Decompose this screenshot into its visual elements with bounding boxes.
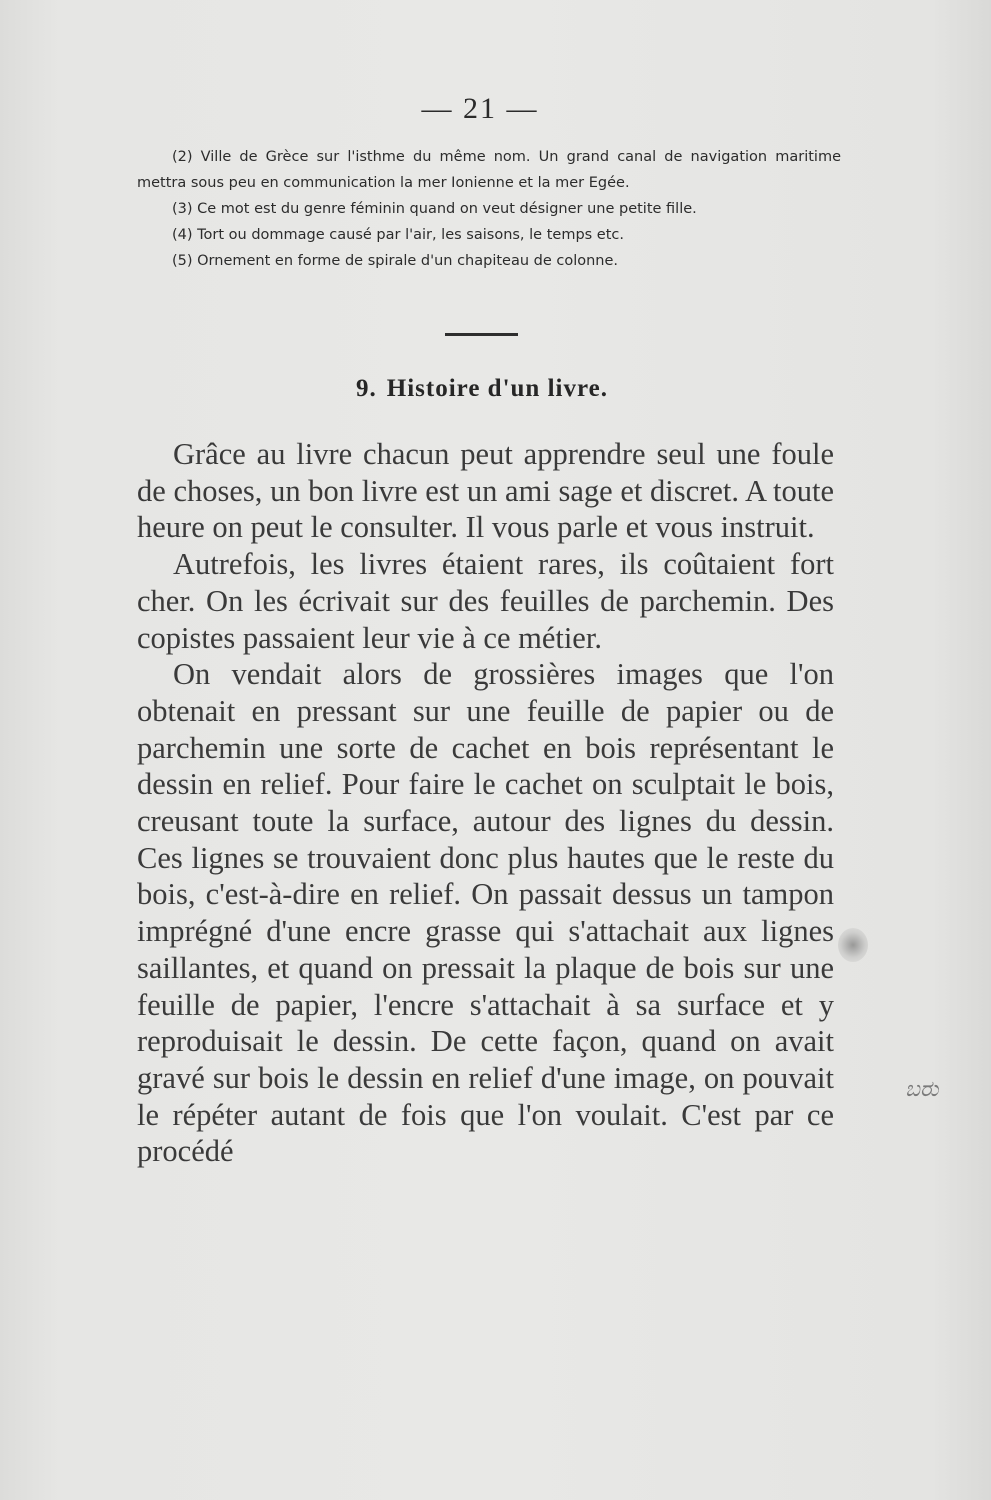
footnote: (5) Ornement en forme de spirale d'un chapiteau de colonne. <box>172 253 619 269</box>
section-heading <box>0 375 964 403</box>
section-divider <box>445 333 518 336</box>
footnote: (2) Ville de Grèce sur l'isthme du même nom. Un grand canal de navigation maritime mettra sous peu en communication la mer Ionienne et la mer Egée. <box>137 149 841 191</box>
body-text <box>137 436 834 1170</box>
section-title: Histoire d'un livre. <box>386 375 608 402</box>
page-number: — 21 — <box>421 92 539 125</box>
footnote: (4) Tort ou dommage causé par l'air, les saisons, le temps etc. <box>172 227 624 243</box>
section-number: 9. <box>356 375 377 402</box>
paragraph: Autrefois, les livres étaient rares, ils coûtaient fort cher. On les écrivait sur des feuilles de parchemin. Des copistes passaient leur vie à ce métier. <box>137 547 834 655</box>
footnotes <box>137 144 841 274</box>
paragraph: Grâce au livre chacun peut apprendre seul une foule de choses, un bon livre est un ami sage et discret. A toute heure on peut le consulter. Il vous parle et vous instruit. <box>137 437 834 545</box>
footnote: (3) Ce mot est du genre féminin quand on veut désigner une petite fille. <box>172 201 697 217</box>
paragraph: On vendait alors de grossières images que l'on obtenait en pressant sur une feuille de papier ou de parchemin une sorte de cachet en bois représentant le dessin en relief. Pour faire le cachet on sculptait le bois, creusant toute la surface, autour des lignes du dessin. Ces lignes se trouvaient donc plus hautes que le reste du bois, c'est-à-dire en relief. On passait dessus un tampon imprégné d'une encre grasse qui s'attachait aux lignes saillantes, et quand on pressait la plaque de bois sur une feuille de papier, l'encre s'attachait à sa surface et y reproduisait le dessin. De cette façon, quand on avait gravé sur bois le dessin en relief d'une image, on pouvait le répéter autant de fois que l'on voulait. C'est par ce procédé <box>137 657 834 1169</box>
handwritten-margin-note: ಬರು <box>905 1077 939 1102</box>
ink-smudge <box>838 928 868 962</box>
